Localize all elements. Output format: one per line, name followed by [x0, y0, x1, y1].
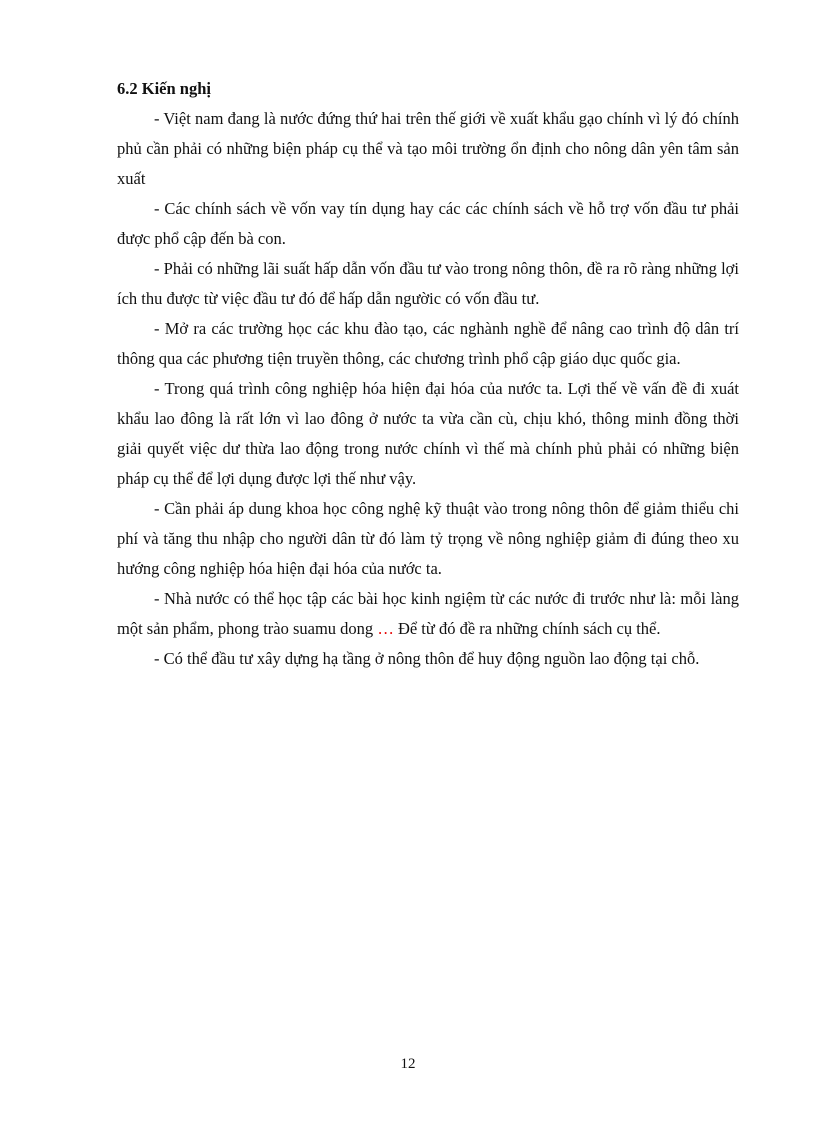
paragraph-1: - Việt nam đang là nước đứng thứ hai trên thế giới về xuất khẩu gạo chính vì lý đó chính phủ cần phải có những biện pháp cụ thể và tạo môi trường ổn định cho nông dân yên tâm sản xuất [117, 109, 739, 188]
paragraph-2: - Các chính sách về vốn vay tín dụng hay các các chính sách về hỗ trợ vốn đầu tư phải được phổ cập đến bà con. [117, 199, 739, 248]
section-heading: 6.2 Kiến nghị [117, 79, 211, 98]
paragraph-3: - Phải có những lãi suất hấp dẫn vốn đầu tư vào trong nông thôn, đề ra rõ ràng những lợi ích thu được từ việc đầu tư đó để hấp dẫn ngườic có vốn đầu tư. [117, 259, 739, 308]
paragraph-6: - Cần phải áp dung khoa học công nghệ kỹ thuật vào trong nông thôn để giảm thiểu chi phí và tăng thu nhập cho người dân từ đó làm tỷ trọng về nông nghiệp giảm đi đúng theo xu hướng công nghiệp hóa hiện đại hóa của nước ta. [117, 499, 739, 578]
page-number: 12 [400, 1056, 416, 1072]
ellipsis-mark: … [377, 619, 394, 638]
paragraph-4: - Mở ra các trường học các khu đào tạo, các nghành nghề để nâng cao trình độ dân trí thông qua các phương tiện truyền thông, các chương trình phổ cập giáo dục quốc gia. [117, 319, 739, 368]
paragraph-7-after: Để từ đó đề ra những chính sách cụ thể. [393, 619, 661, 638]
paragraph-8: - Có thể đầu tư xây dựng hạ tầng ở nông thôn để huy động nguồn lao động tại chỗ. [154, 649, 700, 668]
paragraph-7-before: - Nhà nước có thể học tập các bài học kinh ngiệm từ các nước đi trước như là: mỗi làng một sản phẩm, phong trào suamu dong [117, 589, 739, 638]
document-body [117, 74, 739, 674]
paragraph-7 [117, 584, 739, 644]
paragraph-5: - Trong quá trình công nghiệp hóa hiện đại hóa của nước ta. Lợi thế về vấn đề đi xuát khẩu lao đông là rất lớn vì lao đông ở nước ta vừa cần cù, chịu khó, thông minh đồng thời giải quyết việc dư thừa lao động trong nước chính vì thế mà chính phủ phải có những biện pháp cụ thể để lợi dụng được lợi thế như vậy. [117, 379, 739, 488]
